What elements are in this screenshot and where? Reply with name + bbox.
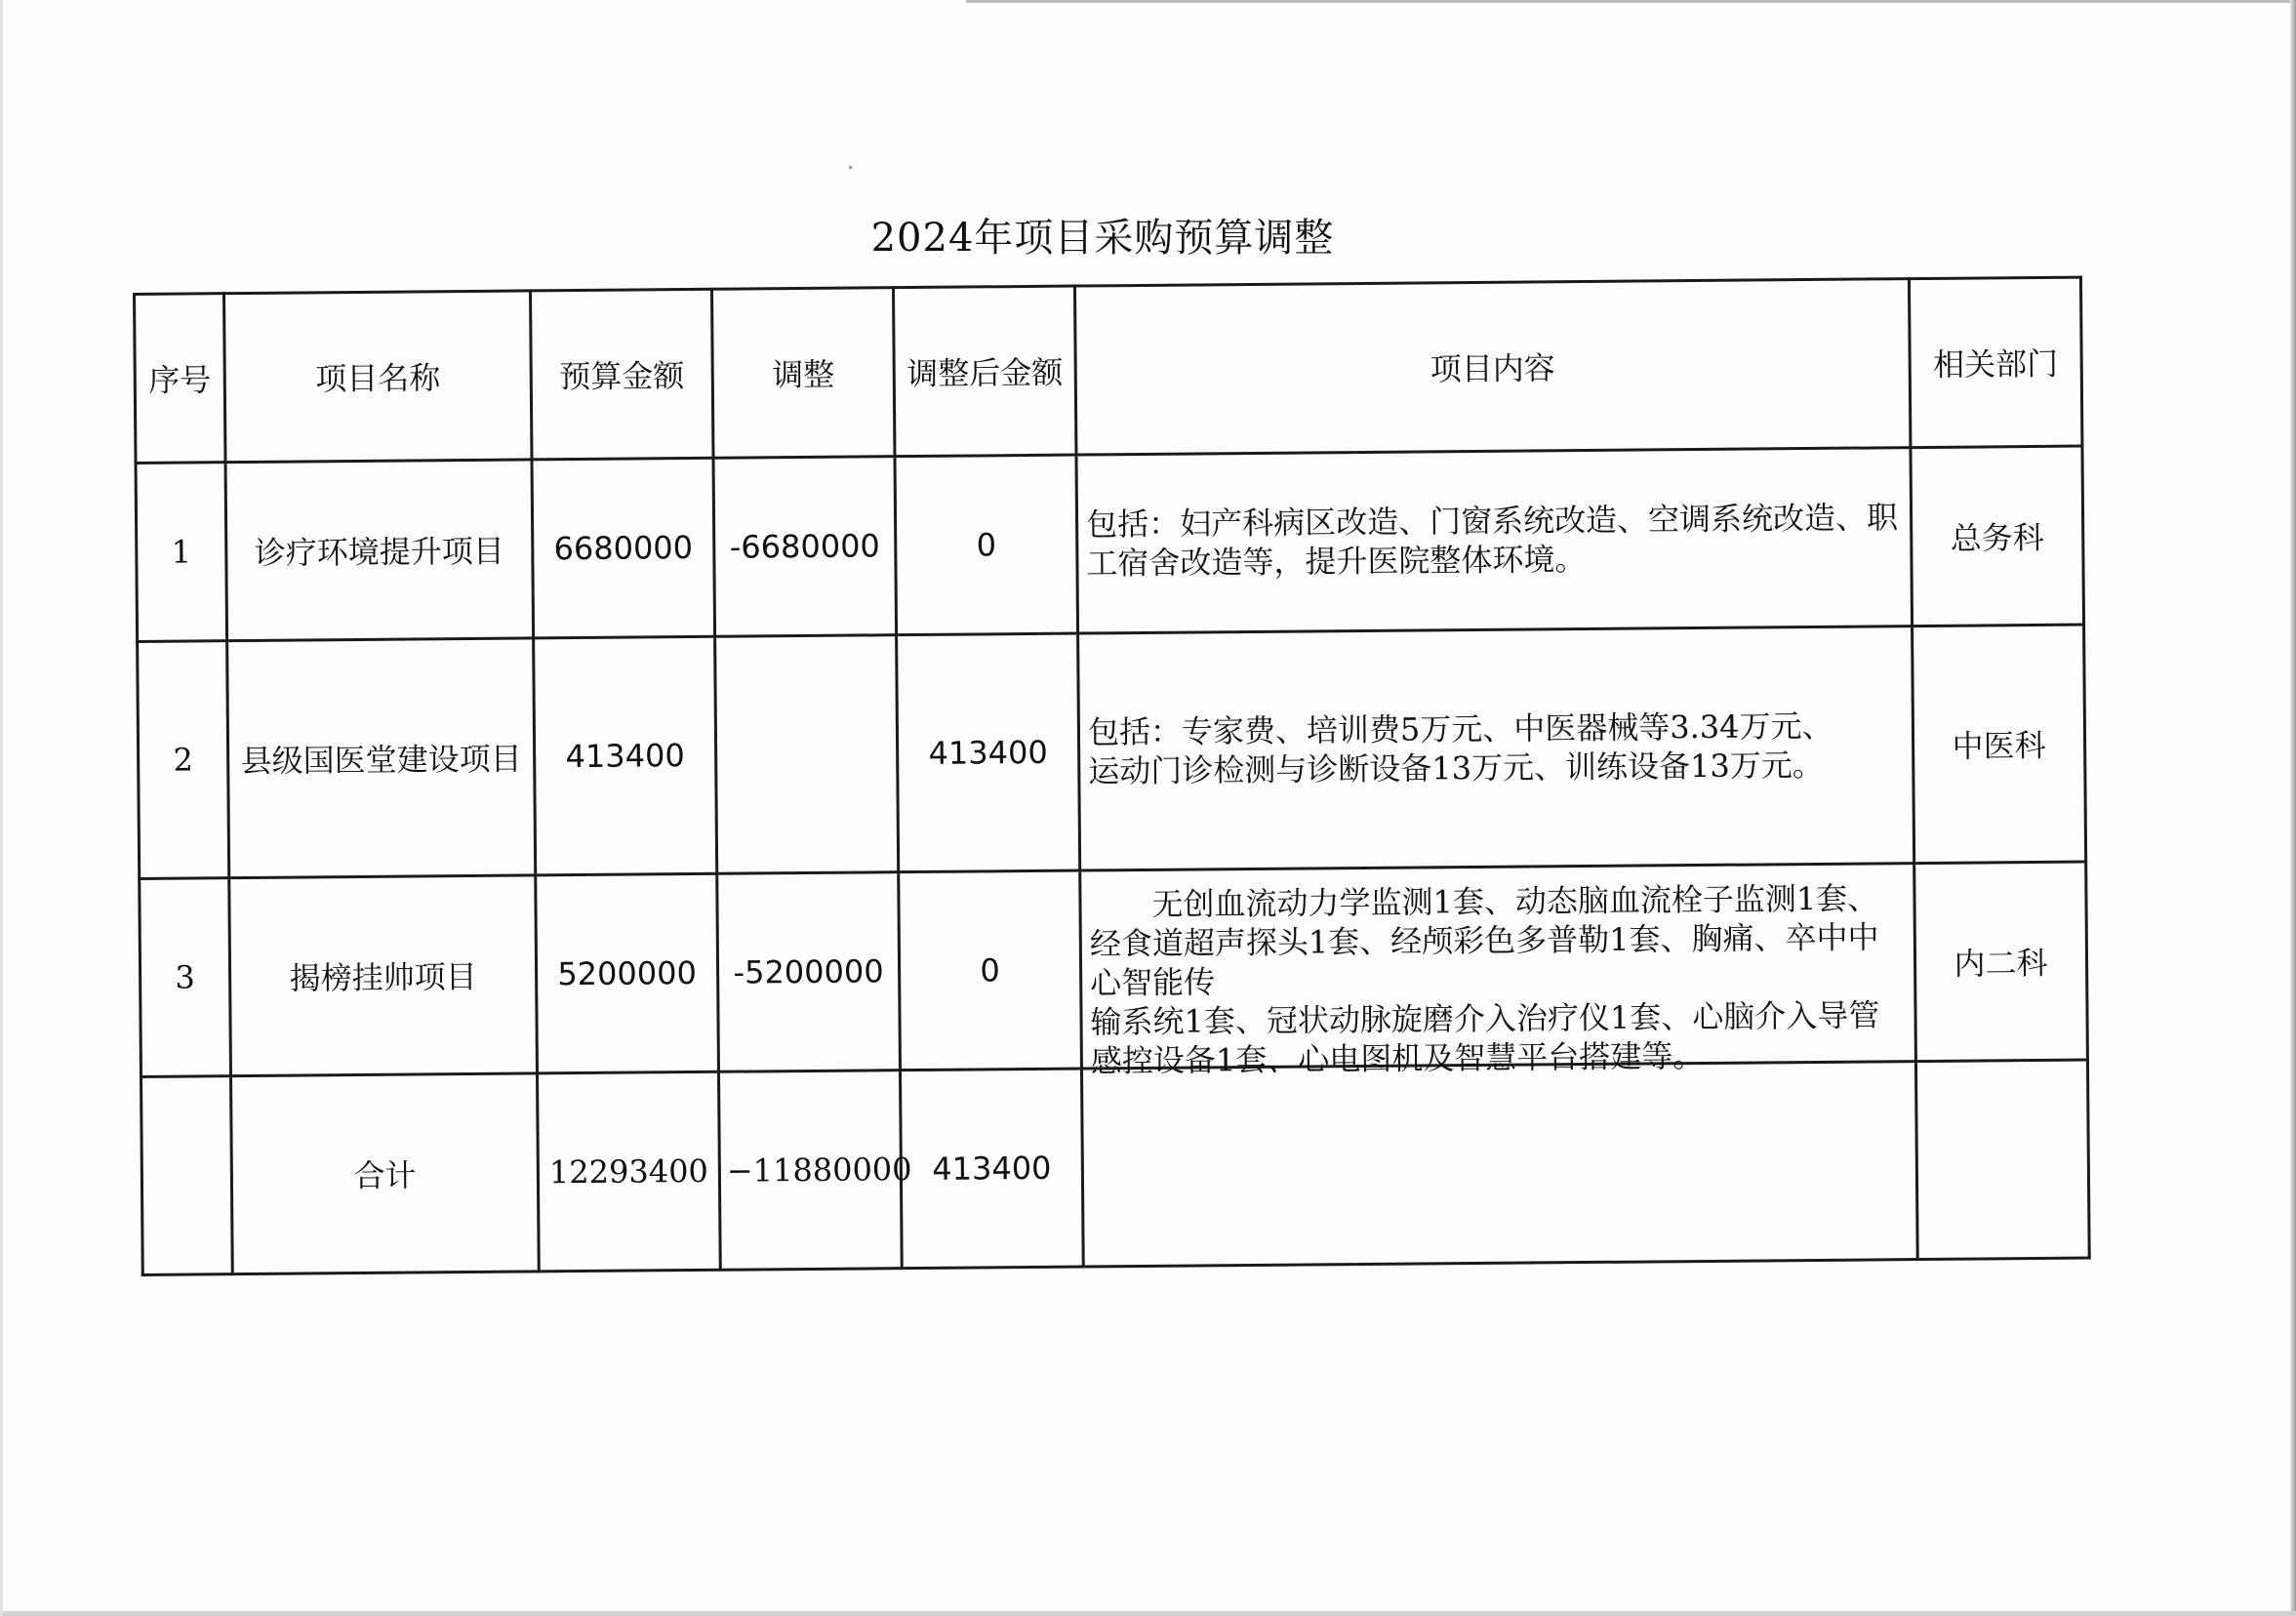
total-adjusted: 413400 (900, 1069, 1083, 1269)
row-content-cell (1078, 626, 1914, 870)
row-index: 2 (138, 641, 229, 879)
row-name: 揭榜挂帅项目 (229, 875, 538, 1076)
row-budget: 413400 (534, 636, 717, 875)
row-adjusted: 0 (899, 870, 1082, 1071)
row-budget: 5200000 (536, 873, 719, 1073)
row-name: 诊疗环境提升项目 (225, 460, 534, 641)
table-row (140, 862, 2088, 1076)
row-adjustment: -5200000 (717, 872, 901, 1072)
row-content: 包括：妇产科病区改造、门窗系统改造、空调系统改造、职 工宿舍改造等，提升医院整体环境。 (1085, 499, 1899, 583)
row-department: 内二科 (1914, 862, 2088, 1062)
row-content (1089, 878, 1906, 1080)
row-content-cell (1080, 864, 1916, 1080)
header-index: 序号 (135, 294, 226, 464)
total-label: 合计 (231, 1073, 540, 1274)
table-header-row (135, 277, 2082, 463)
scan-speck (849, 166, 852, 169)
row-adjusted: 0 (895, 455, 1078, 635)
header-budget: 预算金额 (530, 289, 713, 460)
header-content: 项目内容 (1074, 279, 1910, 455)
row-adjustment (715, 635, 899, 874)
budget-table-container (133, 276, 2088, 1276)
table-row (136, 446, 2084, 641)
page-edge (0, 1611, 2296, 1616)
row-adjustment: -6680000 (713, 457, 897, 637)
row-content-text: 无创血流动力学监测1套、动态脑血流栓子监测1套、经食道超声探头1套、经颅彩色多普勒1套、胸痛、卒中中心智能传 输系统1套、冠状动脉旋磨介入治疗仪1套、心脑介入导管感控设备1套、心电图机及智慧平台搭建等。 (1089, 879, 1880, 1080)
document-title: 2024年项目采购预算调整 (870, 216, 1335, 261)
budget-table (133, 276, 2091, 1276)
row-index: 3 (140, 878, 231, 1077)
header-adjusted: 调整后金额 (893, 286, 1076, 457)
total-adjustment: −11880000 (718, 1071, 902, 1271)
row-department: 中医科 (1913, 625, 2086, 864)
page-edge (2290, 0, 2296, 1616)
row-budget: 6680000 (532, 458, 715, 638)
row-content: 包括：专家费、培训费5万元、中医器械等3.34万元、 运动门诊检测与诊断设备13万元、训练设备13万元。 (1087, 707, 1833, 790)
header-adjustment: 调整 (711, 288, 895, 459)
row-department: 总务科 (1911, 446, 2084, 626)
table-total-row (141, 1060, 2090, 1274)
total-department (1915, 1060, 2089, 1260)
row-content-cell (1076, 448, 1913, 633)
total-index (141, 1076, 233, 1275)
header-department: 相关部门 (1909, 277, 2082, 448)
row-index: 1 (136, 463, 227, 642)
row-adjusted: 413400 (897, 633, 1080, 872)
table-row (138, 625, 2086, 878)
row-name: 县级国医堂建设项目 (227, 638, 536, 878)
header-name: 项目名称 (224, 291, 532, 463)
total-budget: 12293400 (537, 1071, 720, 1272)
total-content (1081, 1062, 1917, 1267)
page-edge (966, 0, 2296, 3)
